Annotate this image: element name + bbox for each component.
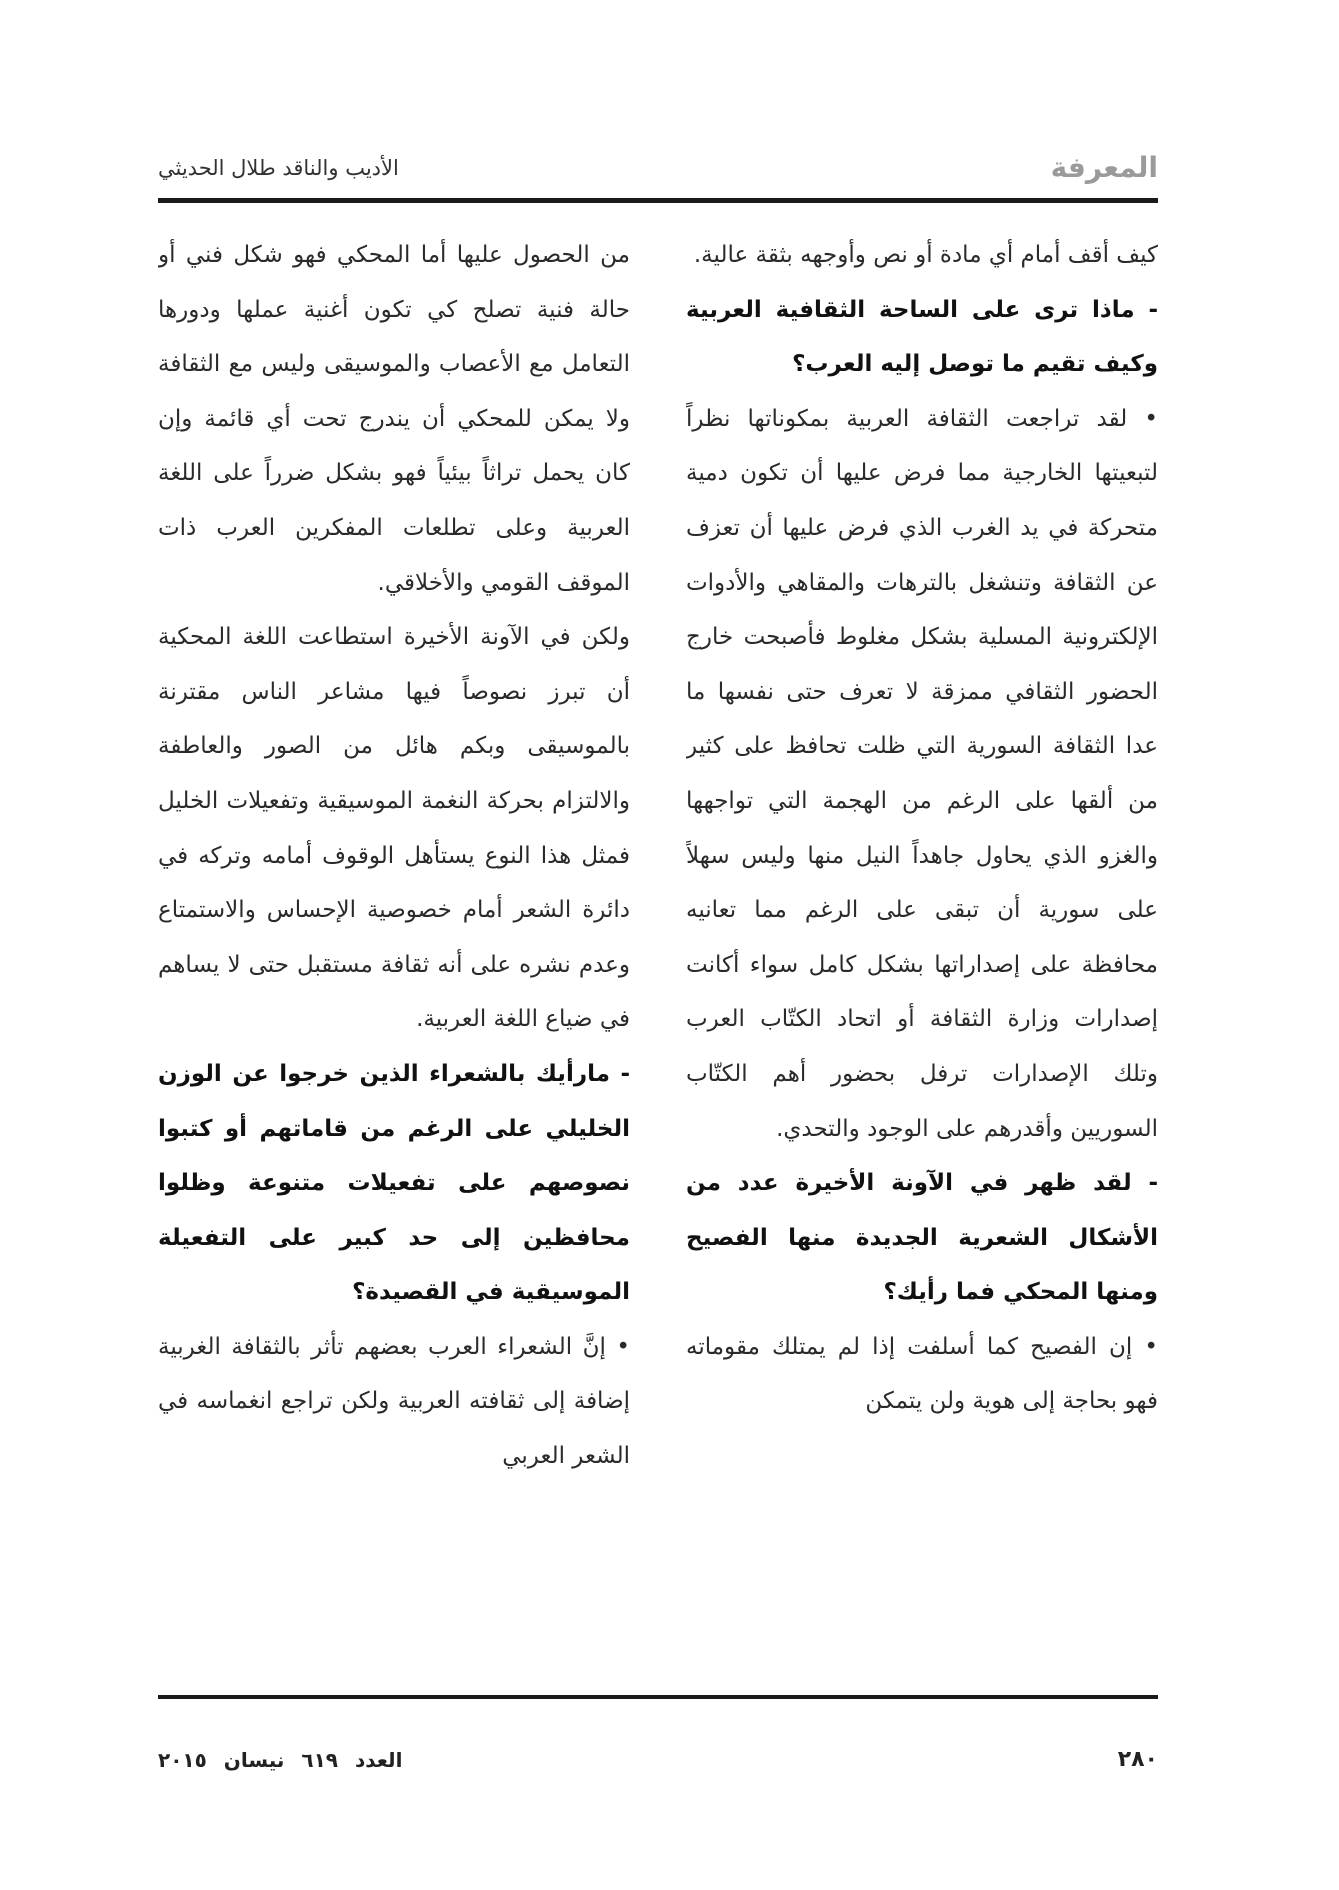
question-paragraph: - لقد ظهر في الآونة الأخيرة عدد من الأشكال الشعرية الجديدة منها الفصيح ومنها المحكي فما رأيك؟ xyxy=(686,1170,1158,1306)
issue-info: العدد ٦١٩ نيسان ٢٠١٥ xyxy=(158,1748,403,1772)
paragraph: • لقد تراجعت الثقافة العربية بمكوناتها نظراً لتبعيتها الخارجية مما فرض عليها أن تكون دمية متحركة في يد الغرب الذي فرض عليها أن تعزف عن الثقافة وتنشغل بالترهات والمقاهي والأدوات الإلكترونية المسلية بشكل مغلوط فأصبحت خارج الحضور الثقافي ممزقة لا تعرف حتى نفسها ما عدا الثقافة السورية التي ظلت تحافظ على كثير من ألقها على الرغم من الهجمة التي تواجهها والغزو الذي يحاول جاهداً النيل منها وليس سهلاً على سورية أن تبقى على الرغم مما تعانيه محافظة على إصداراتها بشكل كامل سواء أكانت إصدارات وزارة الثقافة أو اتحاد الكتّاب العرب وتلك الإصدارات ترفل بحضور أهم الكتّاب السوريين وأقدرهم على الوجود والتحدي. xyxy=(686,405,1158,1142)
magazine-logo: المعرفة xyxy=(1050,151,1158,184)
paragraph: ولكن في الآونة الأخيرة استطاعت اللغة المحكية أن تبرز نصوصاً فيها مشاعر الناس مقترنة بالموسيقى وبكم هائل من الصور والعاطفة والالتزام بحركة النغمة الموسيقية وتفعيلات الخليل فمثل هذا النوع يستأهل الوقوف أمامه وتركه في دائرة الشعر أمام خصوصية الإحساس والاستمتاع وعدم نشره على أنه ثقافة مستقبل حتى لا يساهم في ضياع اللغة العربية. xyxy=(158,624,630,1033)
question-paragraph: - مارأيك بالشعراء الذين خرجوا عن الوزن الخليلي على الرغم من قاماتهم أو كتبوا نصوصهم على تفعيلات متنوعة وظلوا محافظين إلى حد كبير على التفعيلة الموسيقية في القصيدة؟ xyxy=(158,1060,630,1306)
page-footer xyxy=(158,1740,1158,1780)
running-title: الأديب والناقد طلال الحديثي xyxy=(158,156,399,180)
left-column xyxy=(158,228,630,1678)
question-paragraph: - ماذا ترى على الساحة الثقافية العربية وكيف تقيم ما توصل إليه العرب؟ xyxy=(686,296,1158,378)
right-column xyxy=(686,228,1158,1678)
footer-rule xyxy=(158,1695,1158,1699)
page-number: ٢٨٠ xyxy=(1117,1747,1158,1772)
paragraph: كيف أقف أمام أي مادة أو نص وأوجهه بثقة عالية. xyxy=(693,242,1158,268)
paragraph: من الحصول عليها أما المحكي فهو شكل فني أو حالة فنية تصلح كي تكون أغنية عملها ودورها التعامل مع الأعصاب والموسيقى وليس مع الثقافة ولا يمكن للمحكي أن يندرج تحت أي قائمة وإن كان يحمل تراثاً بيئياً فهو بشكل ضرراً على اللغة العربية وعلى تطلعات المفكرين العرب ذات الموقف القومي والأخلاقي. xyxy=(158,242,630,596)
header-rule xyxy=(158,198,1158,203)
paragraph: • إن الفصيح كما أسلفت إذا لم يمتلك مقوماته فهو بحاجة إلى هوية ولن يتمكن xyxy=(686,1333,1158,1415)
paragraph: • إنَّ الشعراء العرب بعضهم تأثر بالثقافة الغربية إضافة إلى ثقافته العربية ولكن تراجع انغماسه في الشعر العربي xyxy=(158,1333,630,1470)
page-header xyxy=(158,148,1158,188)
